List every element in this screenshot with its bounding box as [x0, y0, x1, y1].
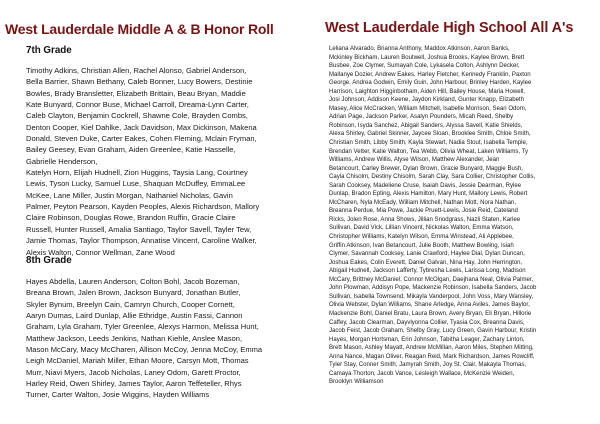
grade-8-heading: 8th Grade: [26, 255, 72, 266]
middle-school-title: West Lauderdale Middle A & B Honor Roll: [5, 21, 274, 37]
high-school-names: Leliana Alvarado, Brianna Anthony, Maddox Atkinson, Aaron Banks, Mckinley Bickham, Lauren Boutwell, Joshua Brooks, Kaylee Brown, Brett Busbee, Zoe Clymer, Sumayah Cole, Lykasela Colton, Ashlynn Decker, Mallanye Dozier, Andrew Eakes, Harley Fletcher, Kennedy Franklin, Paxton George, Andrea Godwin, Emily Guin, John Harbour, Brinley Harden, Kaylee Harrison, Laighton Higginbotham, Aiden Hill, Bailey House, Maria Howell, Josi Johnson, Addison Keene, Jaydon Kirkland, Gunter Knapp, Elizabeth Masey, Alice McCracken, William Mitchell, Isabelle Morrison, Sean Odom, Adrian Page, Jackson Parker, Asalyn Pounders, Micah Reed, Shelby Robinson, Isyda Sanchez, Abigail Sanders, Alyssa Savell, Katie Shields, Alexa Shirley, Gabriel Skinner, Jaycee Sloan, Brooklee Smith, Chloe Smith, Christian Smith, Libby Smith, Kayla Stewart, Nadia Stout, Isabella Temple, Brendan Vetter, Katie Walton, Tea Webb, Olivia Wheat, Laken Williams, Ty Williams, Andrew Willis, Alyse Wilson, Matthew Alexander, Jean Betancourt, Carley Brewer, Dylan Brown, Gracie Bunyard, Maggie Bush, Cayla Chisolm, Destiny Chisolm, Sarah Clay, Sara Collier, Christopher Collis, Sarah Cooksey, Madeliene Cruse, Isaiah Davis, Jessie Dearman, Rylee Dunlap, Bradon Epting, Alexis Hamilton, Mary Hunt, Mallory Lewis, Robert McCharen, Nyla McEady, William Mitchell, Nathan Mott, Nora Nathan, Breanna Perdue, Mia Powe, Jackie Pruett-Lewis, Josie Reid, Cateland Ricks, Jolen Rose, Anna Shows, Jillian Snodgrass, Nazli Staten, Karlee Sullivan, David Vick, Lillian Vincent, Nickolas Walton, Emma Watson, Christopher Williams, Katelyn Wilson, Emma Winstead, Ali Applebee, Griffin Atkinson, Ivan Betancourt, Julie Booth, Matthew Bowling, Isiah Clymer, Savannah Cooksey, Lanie Crawford, Haylee Dial, Dylan Duncan, Joshua Eakes, Colin Everett, Daniel Galvan, Nina Hay, John Herrington, Abigail Hudnell, Jackson Lafferty, Tybresha Lewis, Larissa Long, Madison McCary, Brittney McDaniel, Connor McOlgan, Daejhana Neal, Olivia Palmer, John Plowman, Addisyn Pope, Mackenzie Robinson, Isabella Sanders, Jacob Sullivan, Isabella Townsend, Mikayla Vanderpool, John Voss, Mary Wansley, Olivia Webster, Dylan Williams, Shane Arledge, Anna Aviles, James Baylor, Mackenzie Bohl, Daniel Bratu, Laura Brown, Avery Bryan, Eli Bryan, Hillorie Caffey, Jacob Clearman, Dayvlyonna Collier, Tyasia Cox, Breanna Davis, Jacob Feist, Jacob Graham, Shelby Gray, Lucy Green, Gavin Harbour, Kristin Hayes, Morgan Hortsman, Erin Johnson, Tabitha Leager, Zachary Linton, Brett Mason, Ashley Mayatt, Andrew McMillan, Aaron Miles, Stephen Mitting, Anna Nance, Magan Oliver, Reagan Reid, Mark Richardson, James Rowcliff, Tyler Stay, Conner Smith, Jamyrah Smith, Joy St. Clair, Makayla Thomas, Camaya Thorton, Jacob Vance, Lesleigh Wallace, McKenzie Weiden, Brooklyn Williamson: [329, 46, 537, 386]
grade-8-names: Hayes Abdella, Lauren Anderson, Colton Bohl, Jacob Bozeman, Breana Brown, Jalen Brown, Jackson Bunyard, Jonathan Butler, Skyler Bynum, Breelyn Cain, Camryn Church, Cooper Cornett, Aaryn Dumas, Laird Dunlap, Allie Ethridge, Austin Fassi, Cannon Graham, Lyla Graham, Tyler Greenlee, Alexys Harmon, Melissa Hunt, Matthew Jackson, Leeds Jenkins, Nathan Kiehle, Anslee Mason, Mason McCary, Macy McCharen, Allison McCoy, Jenna McCoy, Emma Leigh McDaniel, Mariah Miller, Ethan Moore, Carsyn Mott, Thomas Murr, Niavi Myers, Jacob Nicholas, Laney Odom, Garett Proctor, Harley Reid, Owen Shirley, James Taylor, Aaron Teffeteller, Rhys Turner, Carter Walton, Josie Wiggins, Hayden Williams: [26, 277, 263, 400]
high-school-title: West Lauderdale High School All A's: [325, 20, 574, 36]
grade-7-heading: 7th Grade: [26, 45, 72, 56]
grade-7-names: Timothy Adkins, Christian Allen, Rachel Alonso, Gabriel Anderson, Bella Barrier, Shawn Bethany, Caleb Bonner, Lucy Bowers, Destinie Bowles, Brady Bransletter, Elizabeth Brittain, Beau Bryan, Maddie Kate Bunyard, Connor Buse, Michael Carroll, Dreama-Lynn Carter, Caleb Clayton, Benjamin Cockrell, Shawne Cole, Brayden Combs, Denton Cooper, Kiel Dahlke, Jack Davidson, Max Dickinson, Makena Donald, Steven Duke, Carter Eakes, Cohen Fleming, Mclain Fryman, Bailey Geesey, Evan Graham, Aiden Greenlee, Katie Hasselle, Gabrielle Henderson, Katelyn Horn, Elijah Hudnell, Zion Huggins, Taysia Lang, Courtney Lewis, Tyson Lucky, Samuel Luse, Shaquan McDuffey, EmmaLee McKee, Lane Miller, Justin Morgan, Nathaniel Nicholas, Gavin Palmer, Peyton Pearson, Kayden Peoples, Alexis Richardson, Mallory Claire Robinson, Douglas Rowe, Brandon Ruffin, Gracie Claire Russell, Hunter Russell, Amalia Santiago, Taylor Savell, Tayler Tew, Jamie Thomas, Taylor Thompson, Annatise Vincent, Caroline Walker, Alexis Walton, Connor Wellman, Zane Wood: [26, 66, 260, 257]
